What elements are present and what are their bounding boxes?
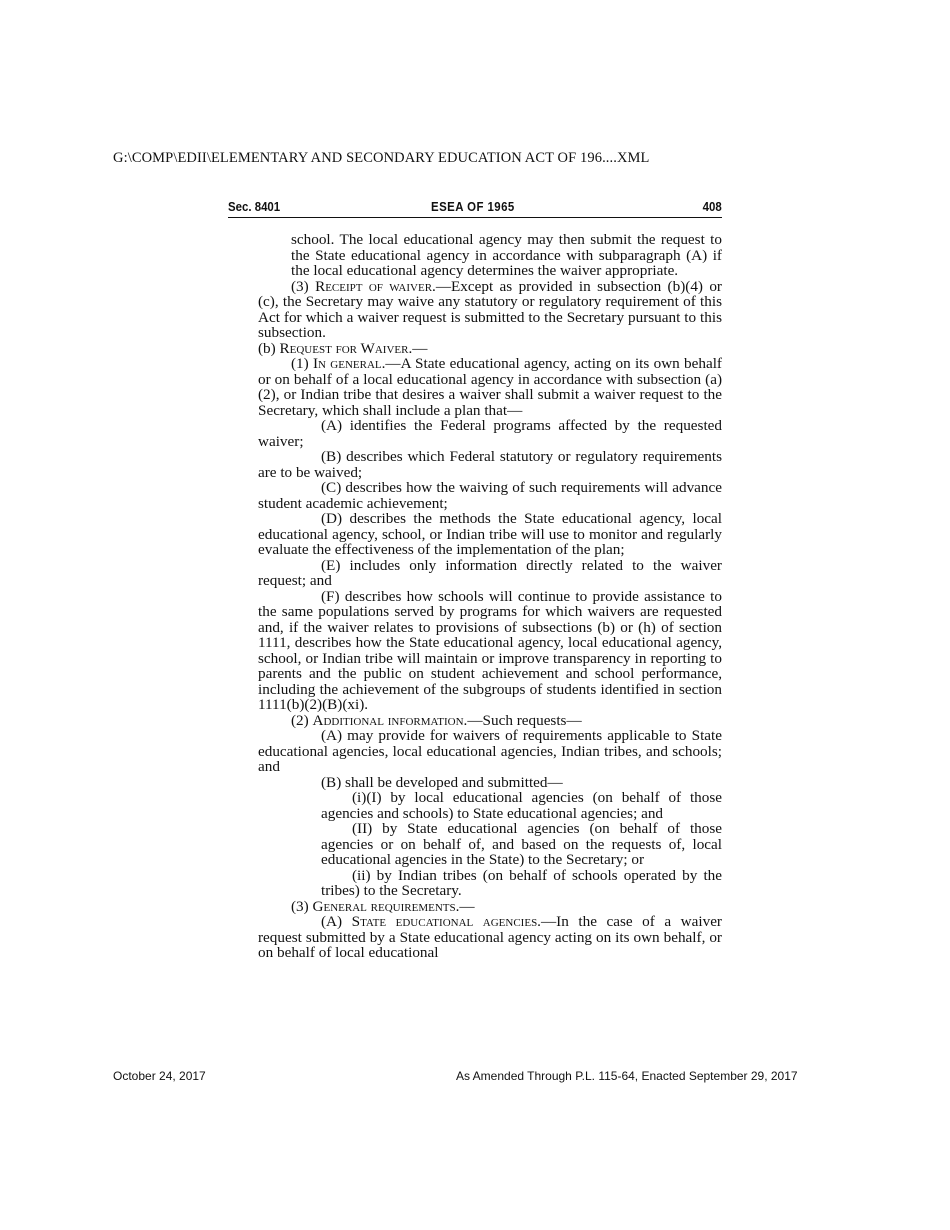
paragraph-heading: General requirements. (312, 897, 460, 915)
paragraph-number: (3) (291, 277, 316, 295)
paragraph (258, 899, 722, 915)
paragraph: (F) describes how schools will continue to provide assistance to the same populations served by programs for which waivers are requested and, if the waiver relates to provisions of subsections (b) or (h) of section 1111, describes how the State educational agency, local educational agency, school, or Indian tribe will maintain or improve transparency in reporting to parents and the public on student achievement and school performance, including the achievement of the subgroups of students identified in section 1111(b)(2)(B)(xi). (258, 587, 722, 713)
paragraph-number: (A) (321, 913, 352, 930)
paragraph-number: (2) (291, 711, 313, 729)
file-path: G:\COMP\EDII\ELEMENTARY AND SECONDARY EDUCATION ACT OF 196....XML (113, 150, 650, 166)
act-title: ESEA OF 1965 (431, 199, 515, 214)
paragraph-heading: State educational agencies. (351, 913, 541, 930)
paragraph: (B) describes which Federal statutory or regulatory requirements are to be waived; (258, 448, 722, 481)
paragraph-text: —Except as provided in subsection (b)(4) or (c), the Secretary may waive any statutory or regulatory requirement of this Act for which a waiver request is submitted to the Secretary pursuant to this subsection. (258, 277, 722, 341)
paragraph-number: (1) (291, 355, 313, 372)
paragraph: (B) shall be developed and submitted— (321, 773, 563, 791)
page-number: 408 (702, 199, 722, 214)
paragraph-text: — (412, 339, 428, 357)
paragraph-heading: In general. (313, 355, 386, 372)
paragraph (258, 279, 722, 341)
paragraph: (E) includes only information directly related to the waiver request; and (258, 556, 722, 589)
paragraph: (C) describes how the waiving of such requirements will advance student academic achievement; (258, 479, 722, 512)
paragraph (258, 341, 722, 357)
paragraph-number: (3) (291, 897, 313, 915)
paragraph-number: (b) (258, 339, 280, 357)
section-number: Sec. 8401 (228, 199, 281, 214)
paragraph-text: —A State educational agency, acting on its own behalf or on behalf of a local educational agency in accordance with subsection (a)(2), or Indian tribe that desires a waiver shall submit a waiver request to the Secretary, which shall include a plan that— (258, 355, 722, 419)
paragraph: (D) describes the methods the State educational agency, local educational agency, school, or Indian tribe will use to monitor and regularly evaluate the effectiveness of the implementation of the plan; (258, 510, 722, 558)
paragraph: school. The local educational agency may then submit the request to the State educational agency in accordance with subparagraph (A) if the local educational agency determines the waiver appropriate. (291, 231, 722, 279)
running-header (228, 197, 722, 218)
paragraph (258, 914, 722, 961)
footer-date: October 24, 2017 (113, 1069, 206, 1083)
paragraph-text: —In the case of a waiver request submitted by a State educational agency acting on its own behalf, or on behalf of local educational (258, 913, 722, 961)
paragraph-heading: Request for Waiver. (279, 339, 413, 357)
paragraph: (A) may provide for waivers of requirements applicable to State educational agencies, local educational agencies, Indian tribes, and schools; and (258, 727, 722, 775)
paragraph-text: —Such requests— (467, 711, 582, 729)
paragraph: (II) by State educational agencies (on behalf of those agencies or on behalf of, and based on the requests of, local educational agencies in the State) to the Secretary; or (321, 820, 722, 868)
paragraph (258, 713, 722, 729)
paragraph-text: — (459, 897, 475, 915)
paragraph (258, 356, 722, 418)
paragraph-heading: Additional information. (312, 711, 468, 729)
paragraph-heading: Receipt of waiver. (315, 277, 436, 295)
paragraph: (ii) by Indian tribes (on behalf of schools operated by the tribes) to the Secretary. (321, 866, 722, 899)
paragraph: (A) identifies the Federal programs affected by the requested waiver; (258, 417, 722, 450)
footer-amended-note: As Amended Through P.L. 115-64, Enacted September 29, 2017 (456, 1069, 798, 1083)
paragraph: (i)(I) by local educational agencies (on behalf of those agencies and schools) to State educational agencies; and (321, 789, 722, 822)
statute-body (258, 232, 722, 961)
